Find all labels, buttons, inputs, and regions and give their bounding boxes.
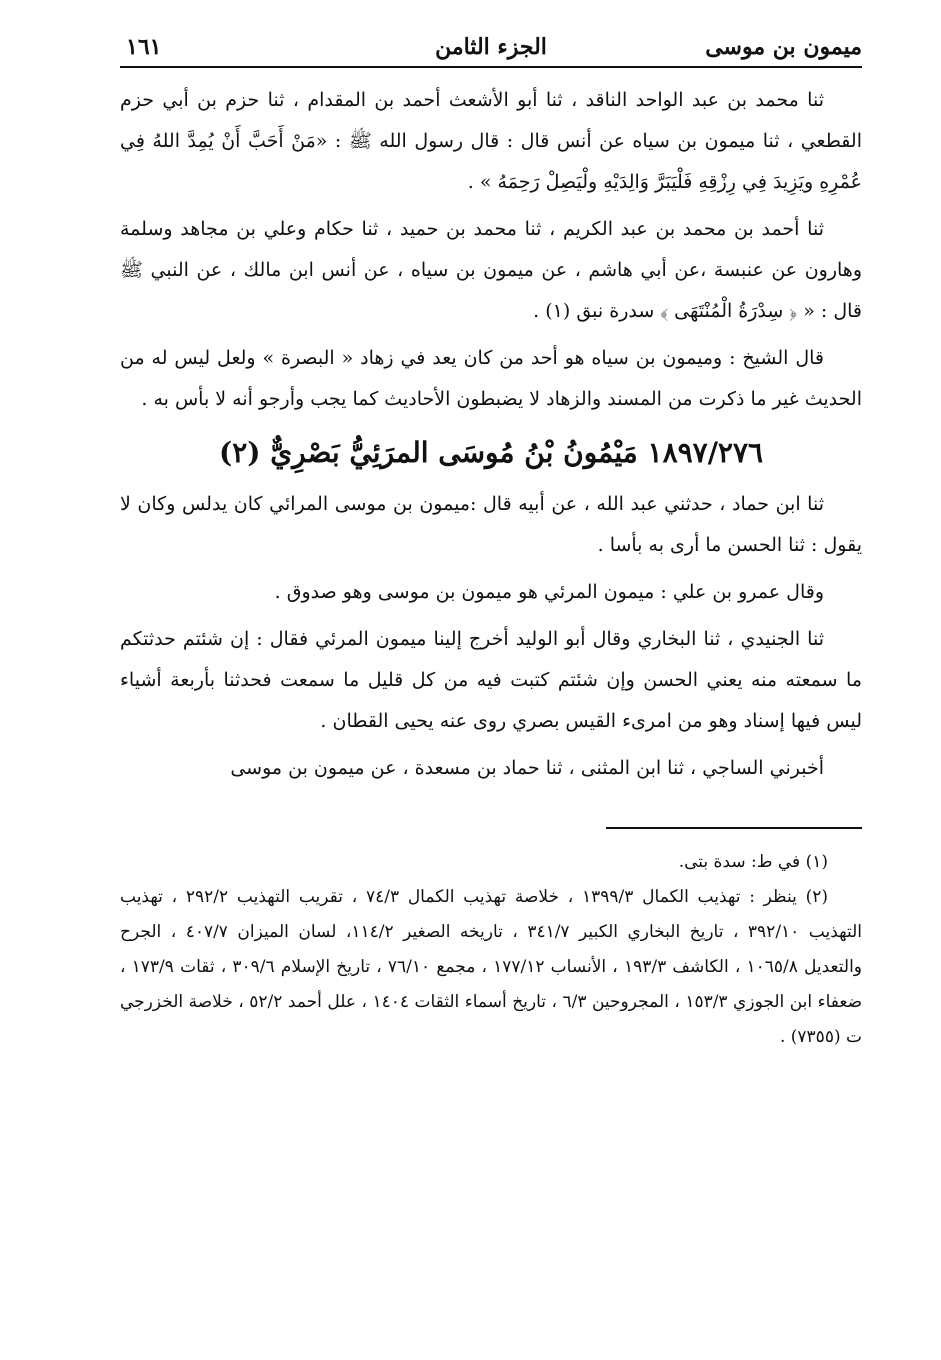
paragraph: ثنا الجنيدي ، ثنا البخاري وقال أبو الوليد أخرج إلينا ميمون المرئي فقال : إن شئتم حدثتكم ما سمعته منه يعني الحسن وإن شئتم كتبت فيه من كل قليل ما سمعت فحدثنا بأربعة أشياء ليس فيها إسناد وهو من امرىء القيس بصري روى عنه يحيى القطان . — [120, 628, 862, 732]
paragraph: ثنا ابن حماد ، حدثني عبد الله ، عن أبيه قال :ميمون بن موسى المرائي كان يدلس وكان لا يقول : ثنا الحسن ما أرى به بأسا . — [120, 493, 862, 556]
header-entry-name: ميمون بن موسى — [705, 34, 862, 60]
paragraph: أخبرني الساجي ، ثنا ابن المثنى ، ثنا حماد بن مسعدة ، عن ميمون بن موسى — [230, 757, 824, 779]
book-page — [120, 30, 862, 1055]
page-body — [120, 80, 862, 789]
footnote-divider — [606, 827, 862, 829]
footnote: (١) في ط: سدة بتى. — [678, 852, 828, 872]
paragraph: ثنا محمد بن عبد الواحد الناقد ، ثنا أبو الأشعث أحمد بن المقدام ، ثنا حزم بن أبي حزم القطعي ، ثنا ميمون بن سياه عن أنس قال : قال رسول الله ﷺ : «مَنْ أَحَبَّ أَنْ يُمِدَّ اللهُ فِي عُمْرِهِ ويَزِيدَ فِي رِزْقِهِ فَلْيَبَرَّ وَالِدَيْهِ ولْيَصِلْ رَحِمَهُ » . — [120, 89, 862, 193]
paragraph: وقال عمرو بن علي : ميمون المرئي هو ميمون بن موسى وهو صدوق . — [274, 581, 824, 603]
footnotes — [120, 845, 862, 1055]
footnote: (٢) ينظر : تهذيب الكمال ١٣٩٩/٣ ، خلاصة تهذيب الكمال ٧٤/٣ ، تقريب التهذيب ٢٩٢/٢ ، تهذيب التهذيب ٣٩٢/١٠ ، تاريخ البخاري الكبير ٣٤١/٧ ، تاريخه الصغير ١١٤/٢، لسان الميزان ٤٠٧/٧ ، الجرح والتعديل ١٠٦٥/٨ ، الكاشف ١٩٣/٣ ، الأنساب ١٧٧/١٢ ، مجمع ٧٦/١٠ ، تاريخ الإسلام ٣٠٩/٦ ، ثقات ١٧٣/٩ ، ضعفاء ابن الجوزي ١٥٣/٣ ، المجروحين ٦/٣ ، تاريخ أسماء الثقات ١٤٠٤ ، علل أحمد ٥٢/٢ ، خلاصة الخزرجي ت (٧٣٥٥) . — [120, 887, 863, 1047]
header-volume: الجزء الثامن — [435, 34, 547, 60]
paragraph: ثنا أحمد بن محمد بن عبد الكريم ، ثنا محمد بن حميد ، ثنا حكام وعلي بن مجاهد وسلمة وهارون عن عنبسة ،عن أبي هاشم ، عن ميمون بن سياه ، عن أنس ابن مالك ، عن النبي ﷺ قال : « ﴿ سِدْرَةُ الْمُنْتَهَى ﴾ سدرة نبق (١) . — [120, 218, 862, 322]
running-header — [120, 30, 862, 68]
page-number: ١٦١ — [126, 34, 162, 60]
entry-heading: ١٨٩٧/٢٧٦ مَيْمُونُ بْنُ مُوسَى المرَئِيُّ بَصْرِيٌّ (٢) — [218, 436, 764, 469]
paragraph: قال الشيخ : وميمون بن سياه هو أحد من كان يعد في زهاد « البصرة » ولعل ليس له من الحديث غير ما ذكرت من المسند والزهاد لا يضبطون الأحاديث كما يجب وأرجو أنه لا بأس به . — [120, 347, 862, 410]
